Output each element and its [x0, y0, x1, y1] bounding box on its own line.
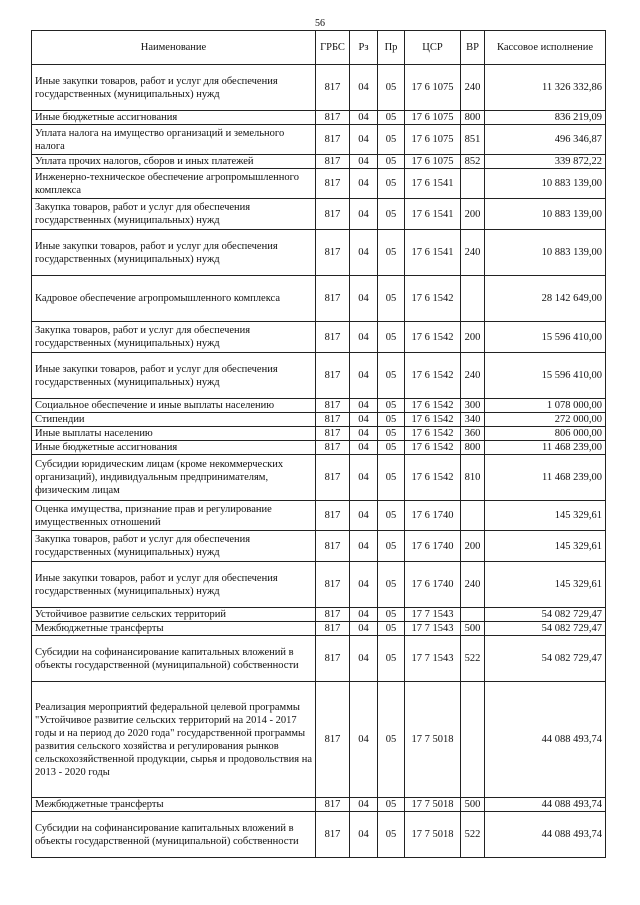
- row-pr: 05: [378, 562, 405, 608]
- row-pr: 05: [378, 798, 405, 812]
- row-name: Уплата прочих налогов, сборов и иных платежей: [32, 155, 316, 169]
- row-rz: 04: [350, 155, 378, 169]
- row-vr: 200: [461, 531, 485, 562]
- row-pr: 05: [378, 155, 405, 169]
- row-csr: 17 6 1542: [405, 322, 461, 353]
- row-csr: 17 6 1075: [405, 125, 461, 155]
- table-row: [32, 413, 606, 427]
- row-vr: 240: [461, 230, 485, 276]
- row-grbs: 817: [316, 441, 350, 455]
- table-row: [32, 562, 606, 608]
- table-row: [32, 531, 606, 562]
- row-vr: 500: [461, 622, 485, 636]
- row-rz: 04: [350, 353, 378, 399]
- row-csr: 17 6 1542: [405, 413, 461, 427]
- row-grbs: 817: [316, 682, 350, 798]
- row-grbs: 817: [316, 169, 350, 199]
- row-name: Уплата налога на имущество организаций и земельного налога: [32, 125, 316, 155]
- row-name: Субсидии на софинансирование капитальных вложений в объекты государственной (муниципальной) собственности: [32, 812, 316, 858]
- row-grbs: 817: [316, 155, 350, 169]
- row-vr: [461, 276, 485, 322]
- table-row: [32, 608, 606, 622]
- row-pr: 05: [378, 169, 405, 199]
- row-grbs: 817: [316, 322, 350, 353]
- row-csr: 17 6 1542: [405, 441, 461, 455]
- header-amount: Кассовое исполнение: [485, 31, 606, 65]
- row-rz: 04: [350, 501, 378, 531]
- row-grbs: 817: [316, 199, 350, 230]
- row-amount: 28 142 649,00: [485, 276, 606, 322]
- header-vr: ВР: [461, 31, 485, 65]
- row-pr: 05: [378, 230, 405, 276]
- row-amount: 54 082 729,47: [485, 636, 606, 682]
- row-vr: [461, 169, 485, 199]
- table-row: [32, 427, 606, 441]
- row-rz: 04: [350, 276, 378, 322]
- row-amount: 54 082 729,47: [485, 608, 606, 622]
- row-csr: 17 6 1542: [405, 353, 461, 399]
- row-name: Инженерно-техническое обеспечение агропромышленного комплекса: [32, 169, 316, 199]
- table-row: [32, 65, 606, 111]
- row-grbs: 817: [316, 622, 350, 636]
- row-csr: 17 6 1542: [405, 455, 461, 501]
- row-name: Устойчивое развитие сельских территорий: [32, 608, 316, 622]
- row-grbs: 817: [316, 413, 350, 427]
- row-vr: 240: [461, 65, 485, 111]
- row-vr: 852: [461, 155, 485, 169]
- row-rz: 04: [350, 455, 378, 501]
- row-csr: 17 7 5018: [405, 798, 461, 812]
- row-csr: 17 6 1542: [405, 276, 461, 322]
- row-csr: 17 6 1740: [405, 501, 461, 531]
- table-row: [32, 276, 606, 322]
- table-row: [32, 622, 606, 636]
- row-pr: 05: [378, 427, 405, 441]
- row-rz: 04: [350, 531, 378, 562]
- row-pr: 05: [378, 622, 405, 636]
- row-vr: 200: [461, 199, 485, 230]
- row-grbs: 817: [316, 427, 350, 441]
- row-amount: 806 000,00: [485, 427, 606, 441]
- row-pr: 05: [378, 125, 405, 155]
- row-csr: 17 6 1740: [405, 562, 461, 608]
- row-vr: 240: [461, 562, 485, 608]
- row-csr: 17 6 1542: [405, 427, 461, 441]
- row-rz: 04: [350, 169, 378, 199]
- row-amount: 1 078 000,00: [485, 399, 606, 413]
- table-row: [32, 798, 606, 812]
- row-csr: 17 7 1543: [405, 636, 461, 682]
- row-pr: 05: [378, 812, 405, 858]
- row-rz: 04: [350, 798, 378, 812]
- row-name: Иные закупки товаров, работ и услуг для обеспечения государственных (муниципальных) нужд: [32, 562, 316, 608]
- row-rz: 04: [350, 125, 378, 155]
- row-amount: 11 326 332,86: [485, 65, 606, 111]
- row-name: Оценка имущества, признание прав и регулирование имущественных отношений: [32, 501, 316, 531]
- table-row: [32, 155, 606, 169]
- row-csr: 17 7 5018: [405, 682, 461, 798]
- row-vr: 340: [461, 413, 485, 427]
- row-csr: 17 7 1543: [405, 608, 461, 622]
- row-name: Социальное обеспечение и иные выплаты населению: [32, 399, 316, 413]
- row-amount: 272 000,00: [485, 413, 606, 427]
- row-grbs: 817: [316, 125, 350, 155]
- table-row: [32, 636, 606, 682]
- row-rz: 04: [350, 608, 378, 622]
- row-pr: 05: [378, 199, 405, 230]
- page-number: 56: [315, 18, 325, 29]
- row-vr: 800: [461, 111, 485, 125]
- table-row: [32, 441, 606, 455]
- row-amount: 10 883 139,00: [485, 169, 606, 199]
- header-csr: ЦСР: [405, 31, 461, 65]
- row-pr: 05: [378, 531, 405, 562]
- row-name: Закупка товаров, работ и услуг для обеспечения государственных (муниципальных) нужд: [32, 322, 316, 353]
- row-pr: 05: [378, 322, 405, 353]
- row-name: Субсидии юридическим лицам (кроме некоммерческих организаций), индивидуальным предпринимателям, физическим лицам: [32, 455, 316, 501]
- row-vr: 851: [461, 125, 485, 155]
- table-row: [32, 230, 606, 276]
- row-rz: 04: [350, 322, 378, 353]
- row-csr: 17 6 1740: [405, 531, 461, 562]
- row-vr: 240: [461, 353, 485, 399]
- row-grbs: 817: [316, 399, 350, 413]
- row-pr: 05: [378, 65, 405, 111]
- row-vr: [461, 608, 485, 622]
- row-vr: [461, 501, 485, 531]
- row-grbs: 817: [316, 276, 350, 322]
- table-row: [32, 322, 606, 353]
- row-pr: 05: [378, 608, 405, 622]
- row-pr: 05: [378, 111, 405, 125]
- row-grbs: 817: [316, 608, 350, 622]
- row-vr: 810: [461, 455, 485, 501]
- header-grbs: ГРБС: [316, 31, 350, 65]
- row-vr: 522: [461, 636, 485, 682]
- table-row: [32, 501, 606, 531]
- row-amount: 10 883 139,00: [485, 230, 606, 276]
- row-csr: 17 6 1541: [405, 169, 461, 199]
- row-pr: 05: [378, 501, 405, 531]
- row-grbs: 817: [316, 636, 350, 682]
- row-grbs: 817: [316, 531, 350, 562]
- table-row: [32, 353, 606, 399]
- row-amount: 145 329,61: [485, 562, 606, 608]
- header-pr: Пр: [378, 31, 405, 65]
- row-rz: 04: [350, 812, 378, 858]
- row-amount: 496 346,87: [485, 125, 606, 155]
- row-csr: 17 6 1541: [405, 230, 461, 276]
- row-grbs: 817: [316, 353, 350, 399]
- row-rz: 04: [350, 441, 378, 455]
- table-row: [32, 169, 606, 199]
- row-name: Стипендии: [32, 413, 316, 427]
- row-pr: 05: [378, 441, 405, 455]
- row-amount: 15 596 410,00: [485, 322, 606, 353]
- row-amount: 15 596 410,00: [485, 353, 606, 399]
- row-pr: 05: [378, 682, 405, 798]
- row-amount: 836 219,09: [485, 111, 606, 125]
- table-row: [32, 682, 606, 798]
- row-rz: 04: [350, 682, 378, 798]
- row-name: Межбюджетные трансферты: [32, 622, 316, 636]
- row-vr: 800: [461, 441, 485, 455]
- row-csr: 17 6 1542: [405, 399, 461, 413]
- row-name: Закупка товаров, работ и услуг для обеспечения государственных (муниципальных) нужд: [32, 199, 316, 230]
- budget-execution-table: [31, 30, 606, 858]
- table-header-row: [32, 31, 606, 65]
- row-amount: 145 329,61: [485, 531, 606, 562]
- row-pr: 05: [378, 276, 405, 322]
- row-amount: 10 883 139,00: [485, 199, 606, 230]
- row-csr: 17 7 1543: [405, 622, 461, 636]
- row-grbs: 817: [316, 65, 350, 111]
- row-rz: 04: [350, 111, 378, 125]
- row-rz: 04: [350, 230, 378, 276]
- row-name: Реализация мероприятий федеральной целевой программы "Устойчивое развитие сельских территорий на 2014 - 2017 годы и на период до 2020 года" государственной программы развития сельского хозяйства и регулирования рынков сельскохозяйственной продукции, сырья и продовольствия на 2013 - 2020 годы: [32, 682, 316, 798]
- row-csr: 17 7 5018: [405, 812, 461, 858]
- row-amount: 11 468 239,00: [485, 455, 606, 501]
- row-grbs: 817: [316, 111, 350, 125]
- header-rz: Рз: [350, 31, 378, 65]
- row-amount: 44 088 493,74: [485, 682, 606, 798]
- row-grbs: 817: [316, 455, 350, 501]
- row-grbs: 817: [316, 798, 350, 812]
- row-vr: 300: [461, 399, 485, 413]
- row-rz: 04: [350, 199, 378, 230]
- row-amount: 339 872,22: [485, 155, 606, 169]
- row-vr: 360: [461, 427, 485, 441]
- row-name: Иные выплаты населению: [32, 427, 316, 441]
- row-name: Иные бюджетные ассигнования: [32, 111, 316, 125]
- row-csr: 17 6 1075: [405, 65, 461, 111]
- row-amount: 145 329,61: [485, 501, 606, 531]
- row-rz: 04: [350, 622, 378, 636]
- row-name: Иные закупки товаров, работ и услуг для обеспечения государственных (муниципальных) нужд: [32, 65, 316, 111]
- row-name: Иные закупки товаров, работ и услуг для обеспечения государственных (муниципальных) нужд: [32, 353, 316, 399]
- row-rz: 04: [350, 399, 378, 413]
- header-name: Наименование: [32, 31, 316, 65]
- row-grbs: 817: [316, 501, 350, 531]
- row-name: Межбюджетные трансферты: [32, 798, 316, 812]
- row-vr: 200: [461, 322, 485, 353]
- row-rz: 04: [350, 562, 378, 608]
- row-rz: 04: [350, 65, 378, 111]
- row-name: Иные закупки товаров, работ и услуг для обеспечения государственных (муниципальных) нужд: [32, 230, 316, 276]
- table-row: [32, 399, 606, 413]
- row-csr: 17 6 1541: [405, 199, 461, 230]
- row-pr: 05: [378, 636, 405, 682]
- row-rz: 04: [350, 427, 378, 441]
- table-row: [32, 812, 606, 858]
- row-pr: 05: [378, 399, 405, 413]
- row-pr: 05: [378, 455, 405, 501]
- row-vr: [461, 682, 485, 798]
- row-pr: 05: [378, 413, 405, 427]
- row-name: Закупка товаров, работ и услуг для обеспечения государственных (муниципальных) нужд: [32, 531, 316, 562]
- table-row: [32, 111, 606, 125]
- row-name: Субсидии на софинансирование капитальных вложений в объекты государственной (муниципальной) собственности: [32, 636, 316, 682]
- row-amount: 44 088 493,74: [485, 812, 606, 858]
- row-grbs: 817: [316, 812, 350, 858]
- table-row: [32, 455, 606, 501]
- table-row: [32, 125, 606, 155]
- row-vr: 500: [461, 798, 485, 812]
- row-name: Иные бюджетные ассигнования: [32, 441, 316, 455]
- row-rz: 04: [350, 413, 378, 427]
- row-amount: 44 088 493,74: [485, 798, 606, 812]
- row-pr: 05: [378, 353, 405, 399]
- row-amount: 54 082 729,47: [485, 622, 606, 636]
- row-csr: 17 6 1075: [405, 111, 461, 125]
- row-grbs: 817: [316, 562, 350, 608]
- table-row: [32, 199, 606, 230]
- row-grbs: 817: [316, 230, 350, 276]
- row-rz: 04: [350, 636, 378, 682]
- row-vr: 522: [461, 812, 485, 858]
- row-amount: 11 468 239,00: [485, 441, 606, 455]
- row-csr: 17 6 1075: [405, 155, 461, 169]
- row-name: Кадровое обеспечение агропромышленного комплекса: [32, 276, 316, 322]
